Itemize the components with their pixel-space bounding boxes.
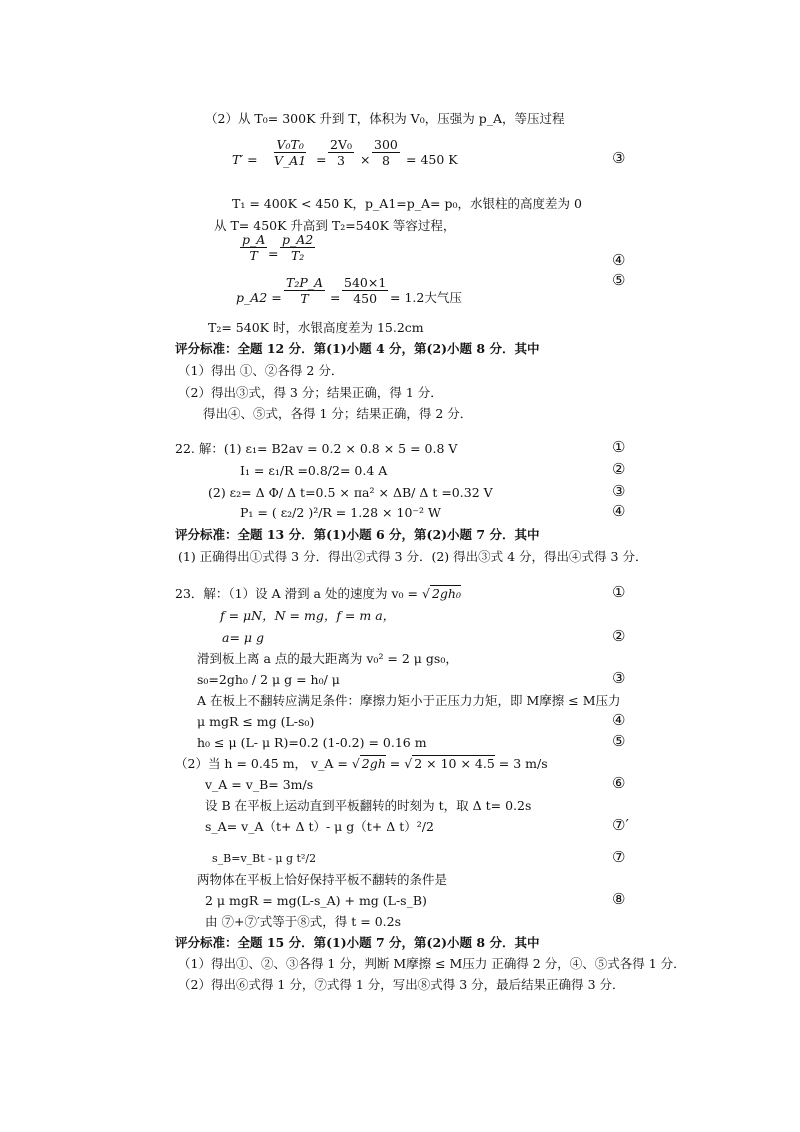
p22-line-2: I₁ = ε₁/R =0.8/2= 0.4 A	[240, 463, 388, 478]
eq3-result: = 450 K	[406, 152, 458, 167]
p23-sqrt-2gh0: 2gh₀	[431, 586, 461, 601]
p21-score-3: 得出④、⑤式，各得 1 分；结果正确，得 2 分．	[203, 406, 473, 421]
eq-number-4: ④	[612, 251, 626, 269]
p23-line-13: s_B=v_Bt - μ g t²/2	[212, 852, 317, 865]
p23-line-12: s_A= v_A（t+ Δ t）- μ g（t+ Δ t）²/2	[205, 819, 434, 834]
p21-score-1: （1）得出 ①、②各得 2 分．	[178, 363, 344, 378]
p22-eq-number-4: ④	[612, 502, 626, 520]
eq5-f1-numerator: T₂P_A	[286, 275, 324, 290]
eq5-f2-denominator: 450	[353, 291, 378, 306]
p23-line-16: 由 ⑦+⑦′式等于⑧式，得 t = 0.2s	[205, 914, 401, 929]
p23-sqrt-numeric: 2 × 10 × 4.5	[414, 756, 495, 771]
p23-eq-number-6: ⑥	[612, 774, 626, 792]
eq4-fraction-left	[240, 232, 267, 263]
p23-line-2: f = μN，N = mg，f = m a，	[220, 608, 396, 623]
p23-eq-number-1: ①	[612, 583, 626, 601]
eq5-f2-numerator: 540×1	[344, 275, 387, 290]
p21-t1-line: T₁ = 400K < 450 K，p_A1=p_A= p₀，水银柱的高度差为 0	[232, 196, 582, 211]
p23-eq-number-3: ③	[612, 669, 626, 687]
p23-sqrt-2gh: 2gh	[361, 756, 386, 771]
p23-line-10: v_A = v_B= 3m/s	[205, 777, 314, 792]
eq5-fraction-1	[284, 275, 325, 306]
p22-eq-number-2: ②	[612, 460, 626, 478]
eq5-fraction-2	[342, 275, 388, 306]
eq3-lhs: T′ =	[232, 152, 258, 167]
sqrt-sign: √	[351, 756, 360, 771]
p23-line-11: 设 B 在平板上运动直到平板翻转的时刻为 t，取 Δ t= 0.2s	[205, 798, 532, 813]
p23-line-9	[175, 756, 548, 772]
p23-line-1-text: 23．解：（1）设 A 滑到 a 处的速度为 v₀ =	[175, 586, 418, 601]
eq3-equals: =	[316, 152, 327, 167]
p23-line-14: 两物体在平板上恰好保持平板不翻转的条件是	[197, 872, 448, 887]
p22-score-1: (1) 正确得出①式得 3 分．得出②式得 3 分．(2) 得出③式 4 分，得出④式得 3 分．	[178, 549, 648, 564]
eq3-f1-numerator: V₀T₀	[276, 137, 304, 152]
p23-score-2: （2）得出⑥式得 1 分，⑦式得 1 分，写出⑧式得 3 分，最后结果正确得 3 分．	[178, 977, 625, 992]
sqrt-sign: √	[404, 756, 413, 771]
p23-line-6: A 在板上不翻转应满足条件：摩擦力矩小于正压力力矩，即 M摩擦 ≤ M压力	[197, 693, 621, 708]
p22-line-4: P₁ = ( ε₂/2 )²/R = 1.28 × 10⁻² W	[240, 505, 441, 520]
eq3-f3-denominator: 8	[381, 153, 390, 168]
p22-line-3: (2) ε₂= Δ Φ/ Δ t=0.5 × πa² × ΔB/ Δ t =0.32 V	[208, 485, 493, 500]
p23-eq-number-5: ⑤	[612, 732, 626, 750]
p23-line-7: μ mgR ≤ mg (L-s₀)	[197, 714, 315, 729]
eq4-l-numerator: p_A	[242, 232, 266, 247]
p23-line-3: a= μ g	[222, 630, 264, 645]
eq3-f1-denominator: V_A1	[274, 153, 307, 168]
p23-eq-number-8: ⑧	[612, 890, 626, 908]
eq4-equals: =	[268, 246, 279, 261]
p21-from-line: 从 T= 450K 升高到 T₂=540K 等容过程，	[214, 218, 456, 233]
p23-line-9-b: =	[389, 756, 401, 771]
p23-line-4: 滑到板上离 a 点的最大距离为 v₀² = 2 μ gs₀，	[197, 651, 458, 666]
eq3-times: ×	[360, 152, 371, 167]
p22-eq-number-1: ①	[612, 438, 626, 456]
eq4-r-denominator: T₂	[290, 248, 305, 263]
eq-number-3: ③	[612, 149, 626, 167]
eq4-fraction-right	[280, 232, 315, 263]
p21-score-2: （2）得出③式，得 3 分；结果正确，得 1 分．	[178, 385, 443, 400]
eq5-f1-denominator: T	[300, 291, 309, 306]
p23-line-5: s₀=2gh₀ / 2 μ g = h₀/ μ	[197, 672, 340, 687]
eq3-fraction-3	[372, 137, 400, 168]
eq4-l-denominator: T	[249, 248, 258, 263]
eq3-fraction-1	[272, 137, 308, 168]
p23-line-1	[175, 586, 461, 602]
p23-line-8: h₀ ≤ μ (L- μ R)=0.2 (1-0.2) = 0.16 m	[197, 735, 427, 750]
eq3-fraction-2	[328, 137, 354, 168]
p21-t2-line: T₂= 540K 时，水银高度差为 15.2cm	[208, 320, 424, 335]
eq3-f2-numerator: 2V₀	[330, 137, 352, 152]
p23-line-15: 2 μ mgR = mg(L-s_A) + mg (L-s_B)	[205, 893, 427, 908]
p23-score-title: 评分标准：全题 15 分．第(1)小题 7 分，第(2)小题 8 分．其中	[175, 935, 540, 950]
p23-eq-number-2: ②	[612, 627, 626, 645]
eq5-equals: =	[330, 290, 341, 305]
eq-number-5: ⑤	[612, 271, 626, 289]
p23-score-1: （1）得出①、②、③各得 1 分，判断 M摩擦 ≤ M压力 正确得 2 分，④、⑤式各得 1 分．	[178, 956, 686, 971]
p22-score-title: 评分标准：全题 13 分．第(1)小题 6 分，第(2)小题 7 分．其中	[175, 527, 540, 542]
p23-eq-number-4: ④	[612, 711, 626, 729]
p21-score-title: 评分标准：全题 12 分．第(1)小题 4 分，第(2)小题 8 分．其中	[175, 341, 540, 356]
eq5-lhs: p_A2 =	[236, 290, 282, 305]
eq3-f2-denominator: 3	[337, 153, 345, 168]
sqrt-sign: √	[421, 586, 430, 601]
eq3-f3-numerator: 300	[374, 137, 398, 152]
eq4-r-numerator: p_A2	[282, 232, 314, 247]
p21-intro: （2）从 T₀= 300K 升到 T，体积为 V₀，压强为 p_A，等压过程	[205, 111, 565, 126]
eq5-result: = 1.2大气压	[390, 290, 462, 305]
p22-eq-number-3: ③	[612, 482, 626, 500]
p23-eq-number-7: ⑦	[612, 848, 626, 866]
p23-eq-number-7-prime: ⑦′	[612, 816, 629, 834]
p23-line-9-c: = 3 m/s	[498, 756, 548, 771]
p23-line-9-a: （2）当 h = 0.45 m， v_A =	[175, 756, 348, 771]
p22-line-1: 22. 解：(1) ε₁= B2av = 0.2 × 0.8 × 5 = 0.8 V	[175, 441, 458, 456]
